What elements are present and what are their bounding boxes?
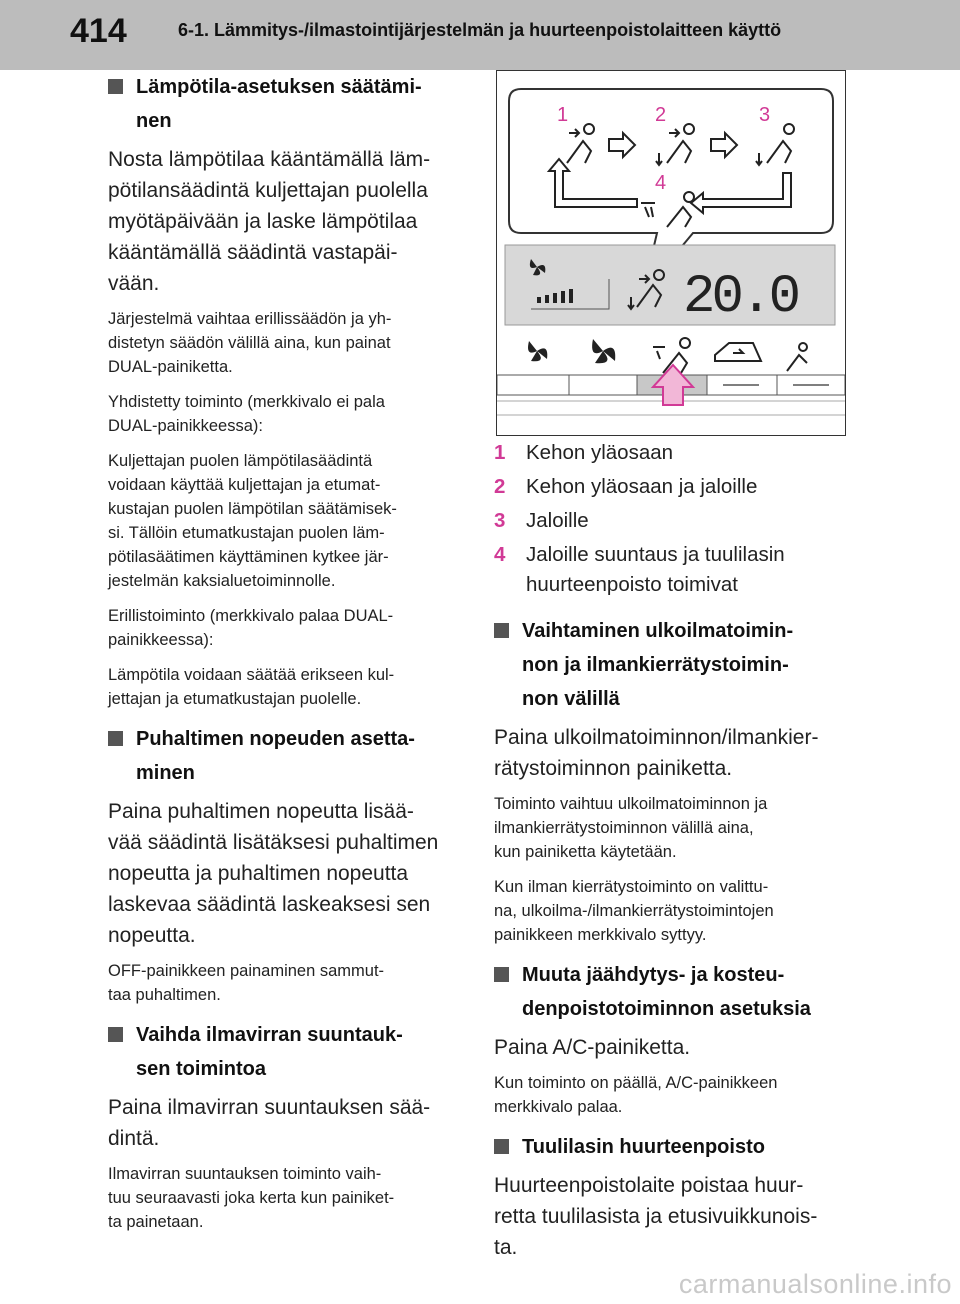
defrost-lead	[494, 1170, 844, 1263]
fan-down-button	[497, 375, 569, 395]
text-line: vään.	[108, 272, 160, 295]
bullet-square-icon	[108, 79, 123, 94]
text-line: Jaloille	[526, 509, 589, 532]
text-line: tuu seuraavasti joka kerta kun painiket-	[108, 1189, 395, 1207]
text-line: painikkeen merkkivalo syttyy.	[494, 926, 707, 944]
text-line: voidaan käyttää kuljettajan ja etumat-	[108, 476, 381, 494]
chapter-title: 6-1. Lämmitys-/ilmastointijärjestelmän ja huurteenpoistolaitteen käyttö	[178, 20, 782, 40]
text-line: Yhdistetty toiminto (merkkivalo ei pala	[108, 393, 385, 411]
text-line: Lämpötila voidaan säätää erikseen kul-	[108, 666, 395, 684]
text-line: nopeutta.	[108, 924, 196, 947]
text-line: kääntämällä säädintä vastapäi-	[108, 241, 398, 264]
paragraph-driver-control	[108, 449, 458, 593]
text-line: distetyn säädön välillä aina, kun painat	[108, 334, 391, 352]
left-column	[108, 70, 458, 1245]
text-line: Nosta lämpötilaa kääntämällä läm-	[108, 148, 431, 171]
text-line: pötilasäätimen käyttäminen kytkee jär-	[108, 548, 389, 566]
heading-line: Muuta jäähdytys- ja kosteu-	[522, 964, 785, 986]
heading-line: Lämpötila-asetuksen säätämi-	[136, 76, 422, 98]
watermark: carmanualsonline.info	[678, 1269, 952, 1299]
paragraph-airflow-cycle	[108, 1162, 458, 1234]
text-line: Kehon yläosaan ja jaloille	[526, 475, 758, 498]
airflow-diagram	[496, 70, 846, 436]
text-line: OFF-painikkeen painaminen sammut-	[108, 962, 385, 980]
list-item	[494, 472, 844, 502]
text-line: Kehon yläosaan	[526, 441, 674, 464]
paragraph-separate-adjust	[108, 663, 458, 711]
list-item	[494, 540, 844, 600]
text-line: Jaloille suuntaus ja tuulilasin	[526, 543, 785, 566]
text-line: rätystoiminnon painiketta.	[494, 757, 733, 780]
text-line: kun painiketta käytetään.	[494, 843, 677, 861]
list-item	[494, 506, 844, 536]
heading-line: non ja ilmankierrätystoimin-	[522, 654, 789, 676]
bullet-square-icon	[494, 623, 509, 638]
paragraph-recirc-indicator	[494, 875, 844, 947]
text-line: Ilmavirran suuntauksen toiminto vaih-	[108, 1165, 382, 1183]
text-line: na, ulkoilma-/ilmankierrätystoimintojen	[494, 902, 774, 920]
heading-line: Vaihda ilmavirran suuntauk-	[136, 1024, 403, 1046]
heading-line: Tuulilasin huurteenpoisto	[522, 1136, 765, 1158]
recirculation-button-icon	[715, 343, 761, 361]
paragraph-recirc-toggle	[494, 792, 844, 864]
heading-line: Puhaltimen nopeuden asetta-	[136, 728, 415, 750]
text-line: dintä.	[108, 1127, 160, 1150]
page-header	[0, 0, 960, 70]
text-line: Kun ilman kierrätystoiminto on valittu-	[494, 878, 769, 896]
recirculation-lead	[494, 722, 844, 784]
airflow-mode-list	[494, 438, 844, 600]
text-line: jettajan ja etumatkustajan puolelle.	[108, 690, 362, 708]
text-line: myötäpäivään ja laske lämpötilaa	[108, 210, 418, 233]
list-number: 3	[494, 509, 506, 532]
paragraph-combined-mode	[108, 390, 458, 438]
text-line: Kuljettajan puolen lämpötilasäädintä	[108, 452, 373, 470]
paragraph-separate-mode	[108, 604, 458, 652]
text-line: pötilansäädintä kuljettajan puolella	[108, 179, 428, 202]
text-line: nopeutta ja puhaltimen nopeutta	[108, 862, 409, 885]
text-line: merkkivalo palaa.	[494, 1098, 623, 1116]
paragraph-off-button	[108, 959, 458, 1007]
heading-line: minen	[136, 762, 195, 784]
bullet-square-icon	[494, 967, 509, 982]
text-line: Toiminto vaihtuu ulkoilmatoiminnon ja	[494, 795, 768, 813]
section-heading-airflow-mode	[108, 1018, 458, 1086]
mode-label-3: 3	[759, 104, 771, 126]
airflow-lead	[108, 1092, 458, 1154]
bullet-square-icon	[108, 1027, 123, 1042]
fan-up-button-icon	[592, 339, 615, 363]
section-heading-defrost	[494, 1130, 844, 1164]
heading-line: denpoistotoiminnon asetuksia	[522, 998, 811, 1020]
right-column	[494, 438, 844, 1271]
list-number: 1	[494, 441, 506, 464]
text-line: huurteenpoisto toimivat	[526, 573, 738, 596]
text-line: painikkeessa):	[108, 631, 214, 649]
section-heading-ac	[494, 958, 844, 1026]
text-line: Paina ilmavirran suuntauksen sää-	[108, 1096, 431, 1119]
text-line: Järjestelmä vaihtaa erillissäädön ja yh-	[108, 310, 392, 328]
paragraph-dual-switch	[108, 307, 458, 379]
bullet-square-icon	[494, 1139, 509, 1154]
list-item	[494, 438, 844, 468]
section-heading-temperature	[108, 70, 458, 138]
list-number: 2	[494, 475, 506, 498]
text-line: DUAL-painikkeessa):	[108, 417, 263, 435]
section-heading-recirculation	[494, 614, 844, 716]
text-line: ta painetaan.	[108, 1213, 204, 1231]
text-line: vää säädintä lisätäksesi puhaltimen	[108, 831, 439, 854]
text-line: Kun toiminto on päällä, A/C-painikkeen	[494, 1074, 778, 1092]
heading-line: Vaihtaminen ulkoilmatoimin-	[522, 620, 794, 642]
paragraph-ac-indicator	[494, 1071, 844, 1119]
mode-label-4: 4	[655, 172, 667, 194]
auto-mode-button-icon	[787, 343, 807, 371]
fan-speed-lead	[108, 796, 458, 951]
text-line: laskevaa säädintä laskeaksesi sen	[108, 893, 431, 916]
fan-down-button-icon	[528, 341, 547, 361]
text-line: DUAL-painiketta.	[108, 358, 233, 376]
page-number: 414	[70, 12, 127, 50]
text-line: ta.	[494, 1236, 518, 1259]
temperature-lead	[108, 144, 458, 299]
bullet-square-icon	[108, 731, 123, 746]
text-line: Paina puhaltimen nopeutta lisää-	[108, 800, 414, 823]
press-arrow-icon	[653, 365, 693, 405]
text-line: taa puhaltimen.	[108, 986, 221, 1004]
text-line: si. Tällöin etumatkustajan puolen läm-	[108, 524, 385, 542]
text-line: jestelmän kaksialuetoiminnolle.	[108, 572, 336, 590]
heading-line: non välillä	[522, 688, 620, 710]
mode-label-2: 2	[655, 104, 667, 126]
text-line: ilmankierrätystoiminnon välillä aina,	[494, 819, 754, 837]
text-line: Paina ulkoilmatoiminnon/ilmankier-	[494, 726, 819, 749]
ac-lead	[494, 1032, 844, 1063]
text-line: kustajan puolen lämpötilan säätämisek-	[108, 500, 397, 518]
text-line: Huurteenpoistolaite poistaa huur-	[494, 1174, 804, 1197]
airflow-diagram-svg	[497, 71, 845, 435]
text-line: Paina A/C-painiketta.	[494, 1036, 691, 1059]
fan-up-button	[569, 375, 637, 395]
text-line: retta tuulilasista ja etusivuikkunois-	[494, 1205, 818, 1228]
section-heading-fan-speed	[108, 722, 458, 790]
temperature-display: 20.0	[683, 267, 801, 328]
heading-line: nen	[136, 110, 172, 132]
list-number: 4	[494, 543, 506, 566]
text-line: Erillistoiminto (merkkivalo palaa DUAL-	[108, 607, 394, 625]
heading-line: sen toimintoa	[136, 1058, 267, 1080]
mode-label-1: 1	[557, 104, 569, 126]
